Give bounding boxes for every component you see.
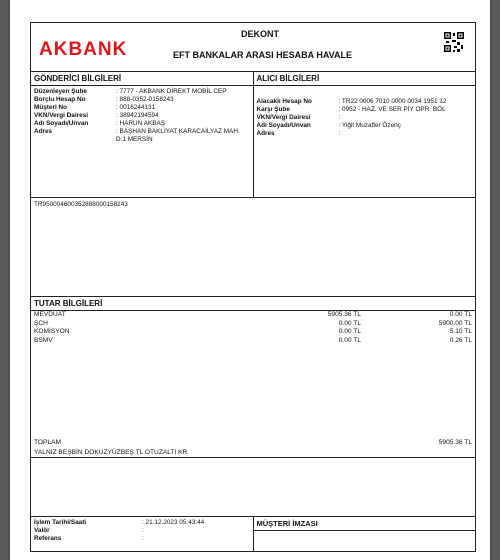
document-subtitle: EFT BANKALAR ARASI HESABA HAVALE: [173, 50, 352, 60]
sender-row: Müşteri No : 0016244131: [34, 104, 156, 111]
sender-row: Düzenleyen Şube : 7777 - AKBANK DİREKT MOBİL CEP: [34, 88, 227, 95]
sender-info: [31, 72, 254, 197]
receiver-info: [254, 72, 476, 197]
receiver-row: Karşı Şube : 0952 - HAZ. VE SER PİY OPR. BÖL: [256, 106, 446, 113]
signature-title: MÜŞTERİ İMZASI: [254, 517, 476, 531]
reference-section: [31, 198, 475, 297]
total-value: 5905.36 TL: [438, 439, 472, 446]
amount-title: TUTAR BİLGİLERİ: [31, 297, 475, 311]
bank-logo: AKBANK: [39, 39, 128, 60]
amount-row: MEVDUAT 5905.36 TL 0.00 TL: [34, 311, 472, 318]
document-title: DEKONT: [241, 29, 279, 39]
amount-list: [31, 311, 475, 439]
receipt-page: [10, 0, 490, 560]
party-info-section: [31, 72, 475, 198]
receipt-frame: [30, 22, 476, 552]
amount-section: [31, 297, 475, 458]
total-row: [31, 439, 475, 448]
amount-row: ŞCH 0.00 TL 5900.00 TL: [34, 319, 472, 327]
receiver-row: VKN/Vergi Dairesi :: [256, 114, 341, 121]
amount-row: KOMİSYON 0.00 TL 5.10 TL: [34, 328, 472, 335]
sender-row: VKN/Vergi Dairesi : 38942194594: [34, 112, 159, 119]
reference-number: TR950004600352888000158243: [34, 201, 128, 208]
amount-row: BSMV 0.00 TL 0.26 TL: [34, 336, 472, 344]
signature-box: [254, 517, 476, 551]
sender-row: Borçlu Hesap No : 888-0352-0158243: [34, 96, 174, 103]
footer-section: [31, 517, 475, 551]
receiver-row: Adres :: [256, 130, 341, 137]
receiver-row: Adı Soyadı/Unvan : Yiğit Muzaffer Özenç: [256, 122, 401, 129]
sender-row: Adres : BAŞHAN BAKLİYAT KARACAİLYAZ MAH. D:1 MERSİN: [34, 128, 240, 143]
footer-row: İşlem Tarihi/Saati : 21.12.2023 05:43:44: [34, 518, 205, 526]
sender-row: Adı Soyadı/Unvan : HARUN AKBAŞ: [34, 120, 166, 127]
sender-title: GÖNDERİCİ BİLGİLERİ: [31, 72, 253, 86]
receipt-header: [31, 23, 475, 72]
receiver-row: Alacaklı Hesap No : TR22 0006 7010 0000 0034 1951 12: [256, 98, 447, 105]
receiver-title: ALICI BİLGİLERİ: [254, 72, 476, 86]
amount-in-words: YALNIZ BEŞBİN DOKUZYÜZBEŞ TL OTUZALTI KR: [31, 448, 475, 458]
footer-row: Referans :: [34, 534, 144, 542]
blank-section: [31, 458, 475, 517]
qr-code-icon: [443, 31, 465, 53]
total-label: TOPLAM: [34, 439, 61, 446]
footer-row: Valör :: [34, 526, 144, 534]
transaction-info: [31, 517, 254, 551]
